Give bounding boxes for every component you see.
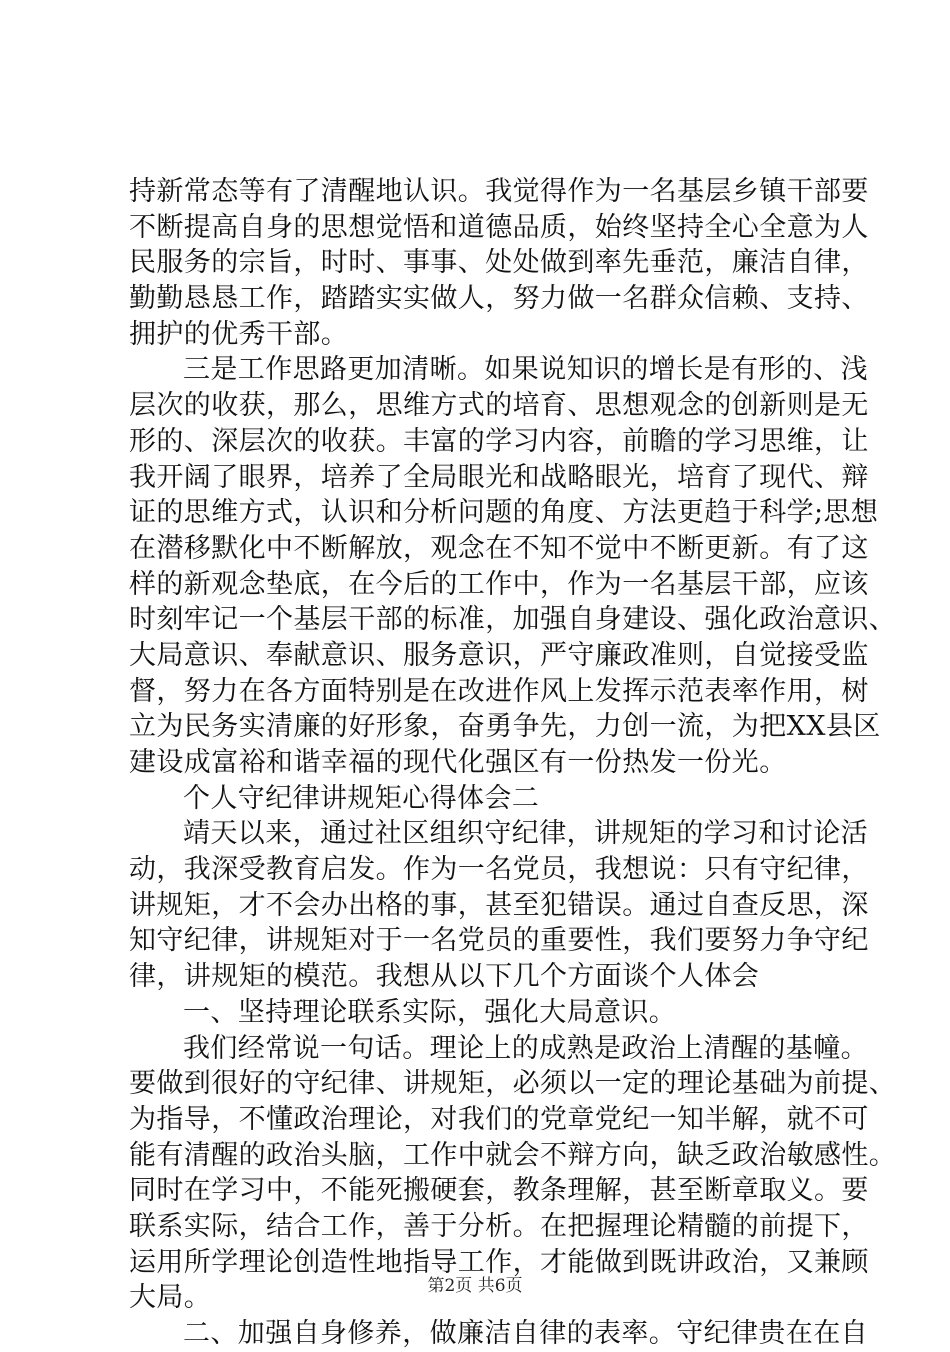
paragraph [129, 1316, 868, 1352]
text-line: 民服务的宗旨，时时、事事、处处做到率先垂范，廉洁自律， [129, 247, 869, 279]
text-line: 证的思维方式，认识和分析问题的角度、方法更趋于科学;思想 [129, 497, 879, 529]
text-line: 要做到很好的守纪律、讲规矩，必须以一定的理论基础为前提、 [129, 1068, 897, 1100]
paragraph [129, 995, 837, 1031]
text-line: 大局。 [129, 1282, 212, 1314]
text-line: 拥护的优秀干部。 [129, 318, 349, 350]
text-line: 讲规矩，才不会办出格的事，甚至犯错误。通过自查反思，深 [129, 889, 869, 921]
text-line: 同时在学习中，不能死搬硬套，教条理解，甚至断章取义。要 [129, 1175, 869, 1207]
text-line: 我开阔了眼界，培养了全局眼光和战略眼光，培育了现代、辩 [129, 461, 869, 493]
text-line: 动，我深受教育启发。作为一名党员，我想说：只有守纪律， [129, 854, 869, 886]
text-line: 三是工作思路更加清晰。如果说知识的增长是有形的、浅 [183, 354, 868, 386]
text-line: 我们经常说一句话。理论上的成熟是政治上清醒的基幢。 [183, 1032, 868, 1064]
text-line: 层次的收获，那么，思维方式的培育、思想观念的创新则是无 [129, 390, 869, 422]
text-line: 勤勤恳恳工作，踏踏实实做人，努力做一名群众信赖、支持、 [129, 283, 869, 315]
text-line: 联系实际，结合工作，善于分析。在把握理论精髓的前提下， [129, 1210, 869, 1242]
text-line: 建设成富裕和谐幸福的现代化强区有一份热发一份光。 [129, 747, 787, 778]
text-line: 能有清醒的政治头脑，工作中就会不辩方向，缺乏政治敏感性。 [129, 1139, 897, 1171]
text-line: 立为民务实清廉的好形象，奋勇争先，力创一流，为把XX县区 [129, 711, 881, 743]
text-line: 一、坚持理论联系实际，强化大局意识。 [183, 996, 677, 1028]
text-line: 形的、深层次的收获。丰富的学习内容，前瞻的学习思维，让 [129, 425, 869, 457]
text-line: 靖天以来，通过社区组织守纪律，讲规矩的学习和讨论活 [183, 818, 868, 850]
paragraph [129, 816, 869, 994]
text-line: 知守纪律，讲规矩对于一名党员的重要性，我们要努力争守纪 [129, 925, 869, 957]
page-footer: 第2页 共6页 [427, 1276, 523, 1296]
text-line: 不断提高自身的思想觉悟和道德品质，始终坚持全心全意为人 [129, 211, 869, 243]
paragraph [129, 174, 869, 352]
text-line: 时刻牢记一个基层干部的标准，加强自身建设、强化政治意识、 [129, 604, 897, 636]
text-line: 持新常态等有了清醒地认识。我觉得作为一名基层乡镇干部要 [129, 176, 869, 207]
text-line: 样的新观念垫底，在今后的工作中，作为一名基层干部，应该 [129, 568, 869, 600]
text-line: 二、加强自身修养，做廉洁自律的表率。守纪律贵在在自 [183, 1318, 868, 1349]
text-line: 督，努力在各方面特别是在改进作风上发挥示范表率作用，树 [129, 675, 869, 707]
text-line: 个人守纪律讲规矩心得体会二 [183, 782, 540, 814]
text-line: 律，讲规矩的模范。我想从以下几个方面谈个人体会 [129, 961, 760, 993]
paragraph [129, 781, 837, 817]
text-line: 在潜移默化中不断解放，观念在不知不觉中不断更新。有了这 [129, 532, 869, 564]
text-line: 大局意识、奉献意识、服务意识，严守廉政准则，自觉接受监 [129, 639, 869, 671]
text-line: 为指导，不懂政治理论，对我们的党章党纪一知半解，就不可 [129, 1103, 869, 1135]
paragraph [129, 352, 897, 780]
text-line: 运用所学理论创造性地指导工作，才能做到既讲政治，又兼顾 [129, 1246, 869, 1278]
document-body [129, 174, 897, 1352]
